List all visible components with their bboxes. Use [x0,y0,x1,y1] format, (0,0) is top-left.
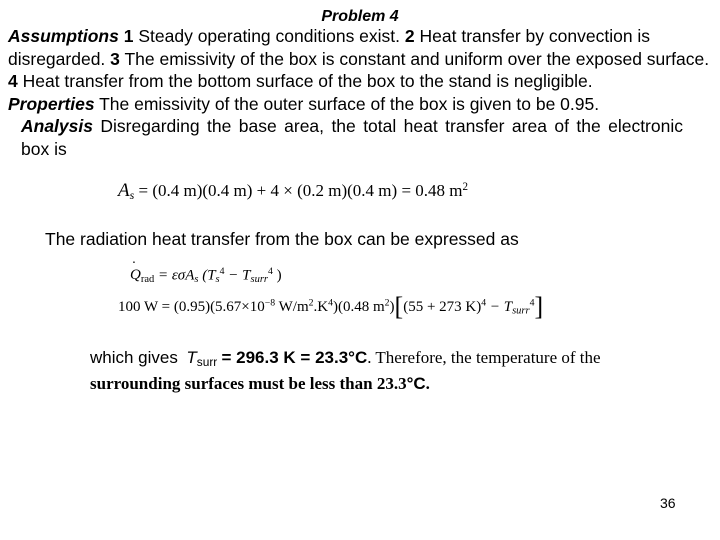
assumption-3-num: 3 [110,48,120,69]
analysis-paragraph [21,115,683,160]
assumption-2-text: Heat transfer by convection is disregarded. [8,26,651,69]
area-subscript: s [129,187,135,202]
assumption-4-text: Heat transfer from the bottom surface of the box to the stand is negligible. [22,71,593,91]
num-exp1: −8 [264,297,276,309]
result-paragraph [90,347,690,395]
rad-close: ) [272,267,282,284]
rad-surr-subscript: surr [250,273,268,285]
area-exponent: 2 [462,180,469,193]
assumptions-heading: Assumptions [8,26,119,46]
assumptions-properties-block [8,25,714,115]
analysis-text: Disregarding the base area, the total heat transfer area of the electronic box is [21,116,683,159]
assumption-1-num: 1 [123,26,134,46]
problem-title: Problem 4 [321,8,399,25]
num-part7: − T [486,299,513,315]
num-part2: W/m [275,299,309,315]
result-t-symbol: T [186,348,197,367]
properties-heading: Properties [8,93,95,114]
result-end: . [425,373,430,393]
rad-t-subscript: s [215,273,220,285]
radiation-statement: The radiation heat transfer from the box can be expressed as [45,229,519,249]
num-part3: .K [313,299,329,315]
assumption-2-num: 2 [404,26,415,46]
result-therefore: . Therefore, the temperature of the [367,348,601,367]
result-value: = 296.3 K = 23.3°C [221,348,368,367]
numeric-equation [118,292,543,322]
num-part1: 100 W = (0.95)(5.67×10 [118,299,265,315]
rad-surr-exponent: 4 [268,266,273,277]
analysis-heading: Analysis [21,116,93,136]
num-bracket-open: [ [394,292,404,321]
num-exp4: 2 [384,297,390,309]
rad-t-open: (T [198,267,216,284]
radiation-equation [130,266,282,285]
assumption-3-text: The emissivity of the box is constant and uniform over the exposed surface. [124,48,710,69]
num-part4: )(0.48 m [332,299,385,315]
assumption-4-num: 4 [8,71,18,91]
rad-minus-t: − T [224,267,251,284]
num-exp2: 2 [308,297,314,309]
result-unit: °C [406,373,426,393]
properties-text: The emissivity of the outer surface of the box is given to be 0.95. [99,93,600,114]
num-part6: (55 + 273 K) [403,299,482,315]
area-rhs: = (0.4 m)(0.4 m) + 4 × (0.2 m)(0.4 m) = 0.48 m [138,181,463,200]
num-surr-exponent: 4 [529,297,535,309]
num-bracket-close: ] [534,292,544,321]
rad-a-subscript: s [194,273,199,285]
area-equation [118,180,468,203]
area-symbol: A [118,180,130,201]
num-exp6: 4 [481,297,487,309]
page-number: 36 [660,495,676,511]
num-part5: ) [389,299,395,315]
q-rad-symbol: · Q [130,267,141,284]
q-rad-subscript: rad [140,273,155,285]
result-t-subscript: surr [196,354,218,369]
rad-rhs: = εσA [158,267,195,284]
rad-t-exponent: 4 [219,266,225,277]
result-lead: which gives [90,348,178,367]
assumption-1-text: Steady operating conditions exist. [138,26,401,46]
num-surr-subscript: surr [512,305,530,317]
result-conclusion: surrounding surfaces must be less than 23.3 [90,373,407,393]
num-exp3: 4 [328,297,333,309]
